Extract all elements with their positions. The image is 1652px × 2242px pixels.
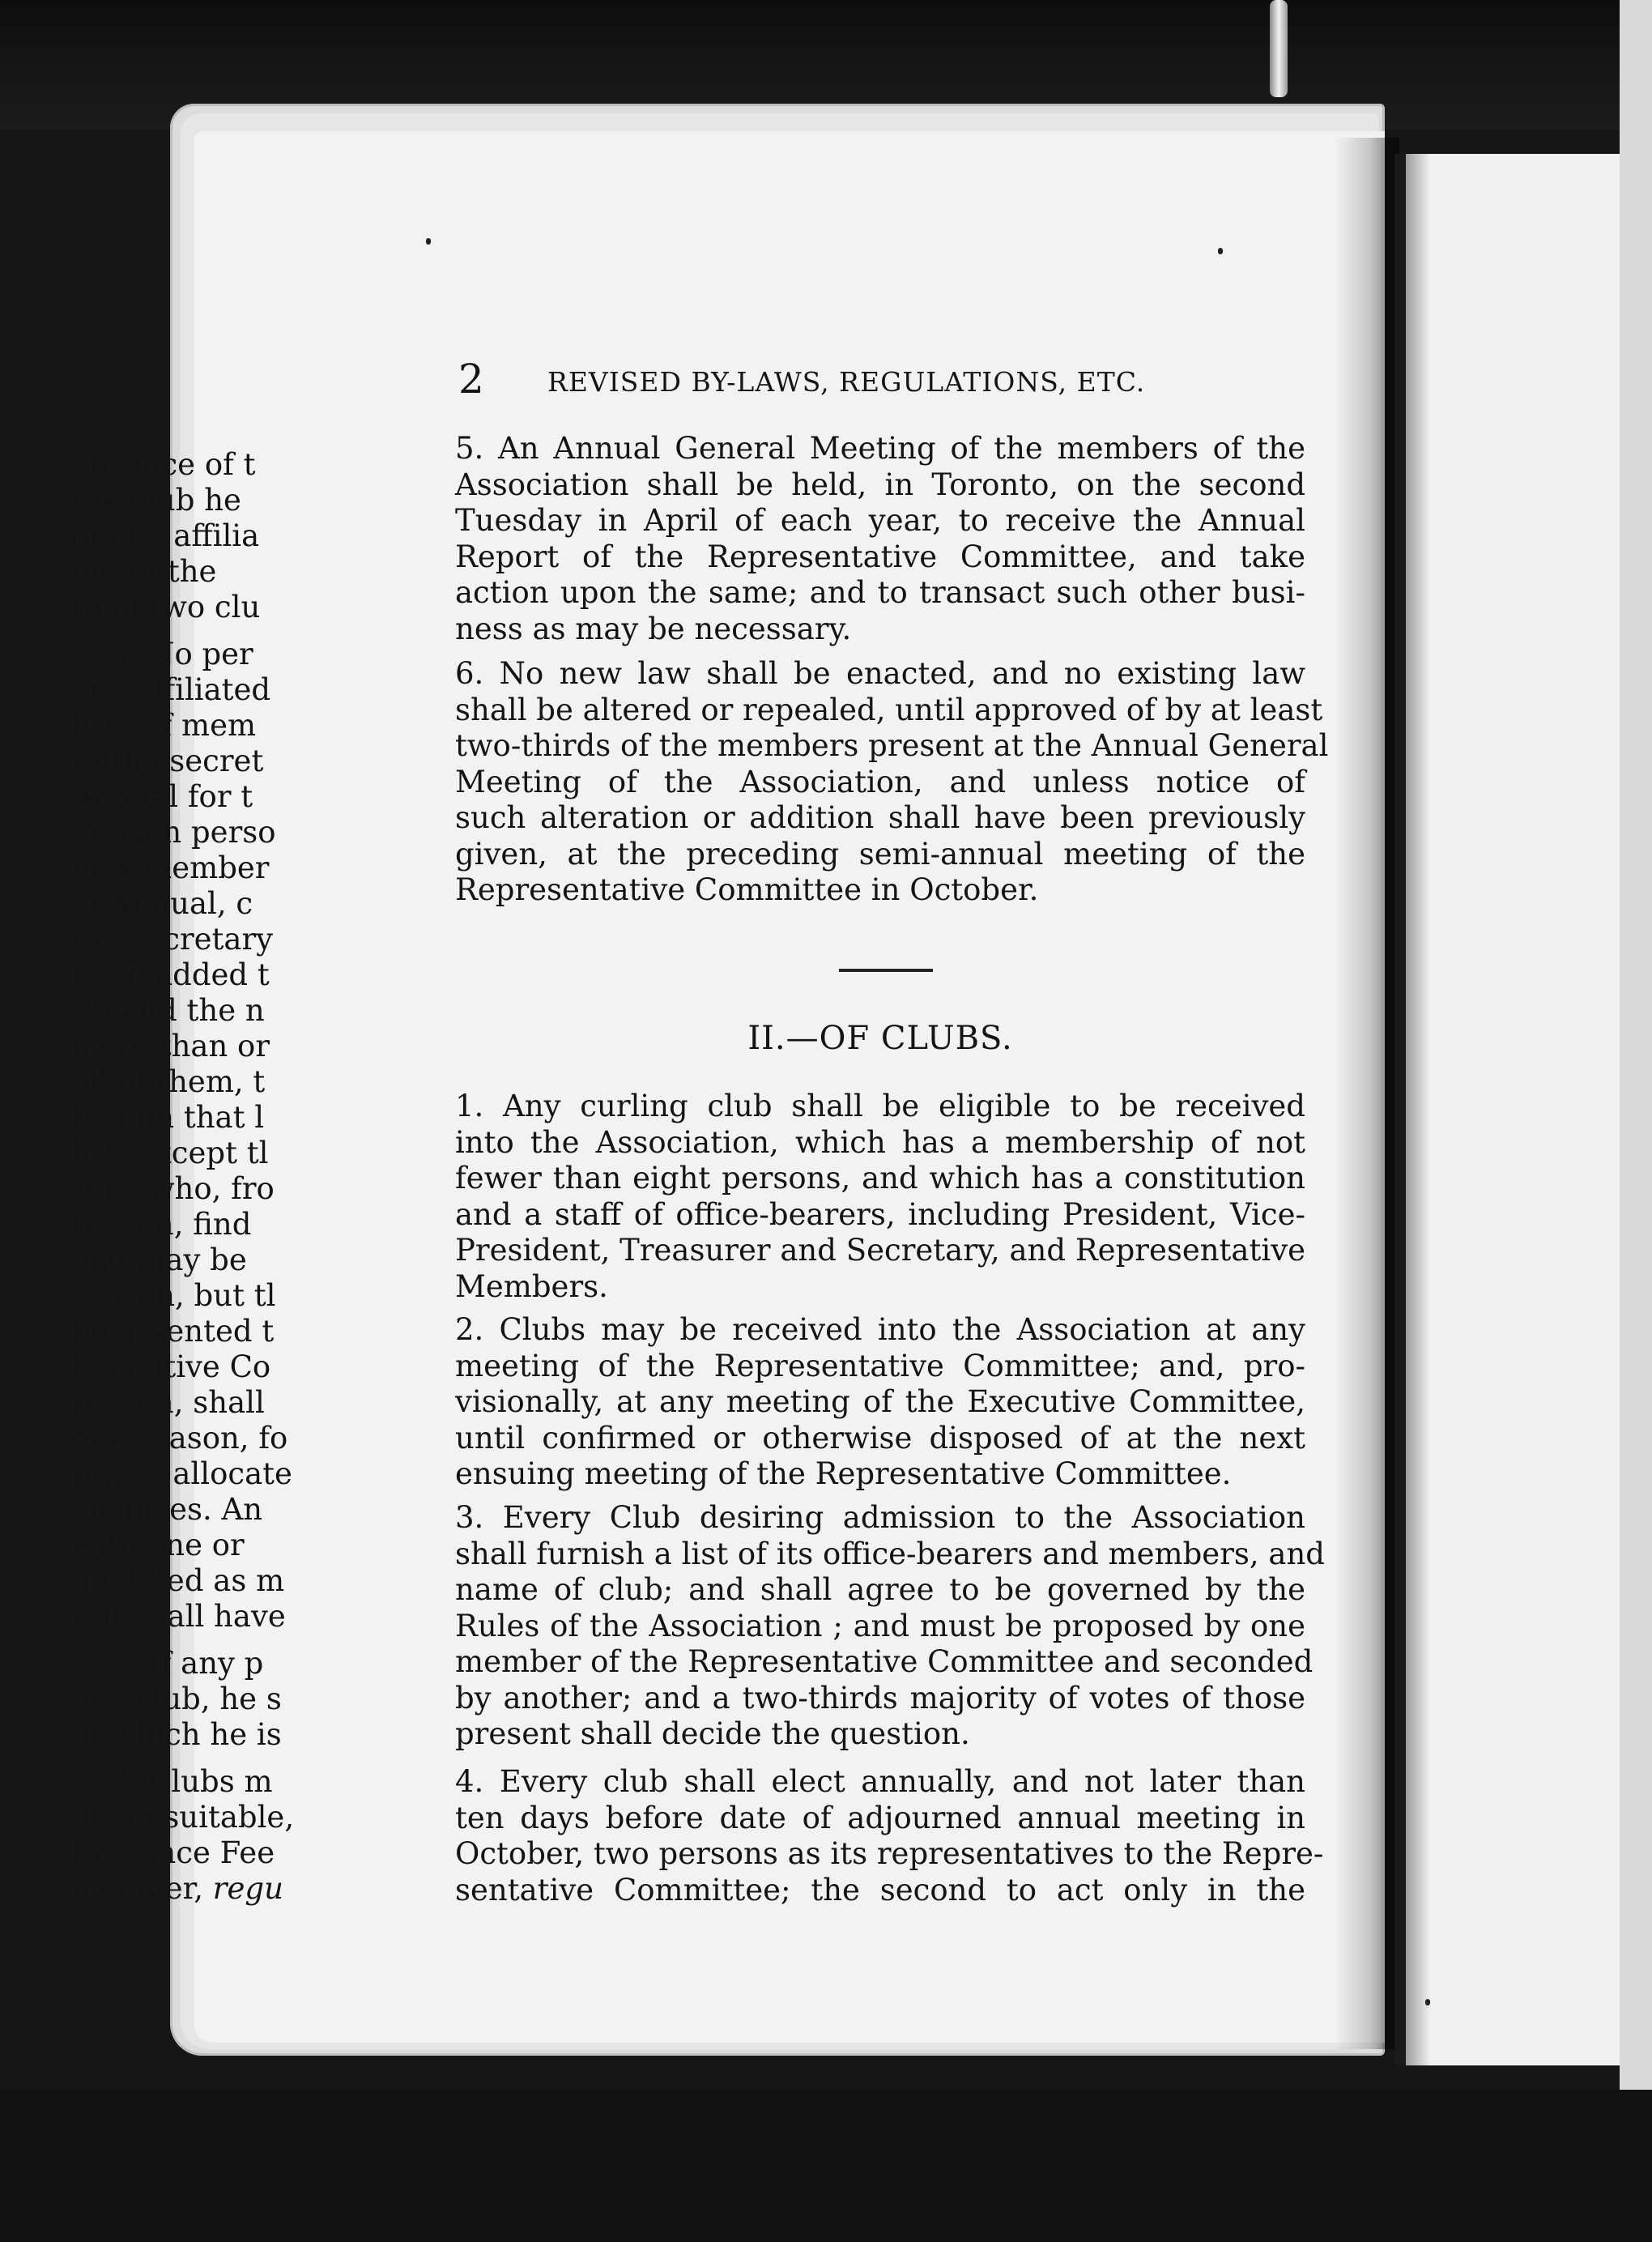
text-line: President, Treasurer and Secretary, and Representative	[455, 1233, 1305, 1268]
text-line: 1. Any curling club shall be eligible to be received	[455, 1089, 1305, 1123]
text-line: meeting of the Representative Committee; and, pro-	[455, 1348, 1305, 1383]
scanner-edge	[1620, 0, 1652, 2242]
right-page-line: qualified as m	[71, 1563, 285, 1598]
right-page-line: list, except tl	[71, 1136, 269, 1170]
right-page-line: the secretary	[71, 922, 274, 957]
section-heading: II.—OF CLUBS.	[747, 1020, 1013, 1057]
text-line: by another; and a two-thirds majority of votes of those	[455, 1680, 1305, 1716]
text-line: ensuing meeting of the Representative Committee.	[455, 1456, 1232, 1491]
text-line: fewer than eight persons, and which has a constitution	[455, 1161, 1305, 1196]
right-page-line: lists of mem	[71, 708, 257, 743]
right-page-line: season, but tl	[71, 1278, 276, 1313]
text-line: member of the Representative Committee and seconded	[455, 1644, 1314, 1679]
text-line: into the Association, which has a membership of not	[455, 1124, 1305, 1160]
right-page-line: absence of t	[71, 447, 256, 482]
section-divider	[839, 969, 933, 972]
text-line: name of club; and shall agree to be governed by the	[455, 1572, 1305, 1607]
text-line: 4. Every club shall elect annually, and not later than	[455, 1764, 1305, 1799]
right-page-line: one season, fo	[71, 1421, 288, 1456]
right-page-line: by him that l	[71, 1100, 265, 1135]
right-page-line: 7. Clubs m	[110, 1764, 273, 1799]
text-line: Meeting of the Association, and unless notice of	[455, 764, 1305, 799]
right-page-line: more than or	[71, 1029, 270, 1063]
text-line: until confirmed or otherwise disposed of at the next	[455, 1420, 1305, 1456]
clubs-paragraph-4	[455, 1764, 1324, 1908]
binding-thread	[1270, 0, 1288, 97]
clubs-paragraph-3	[455, 1500, 1325, 1753]
right-page-line: one affiliated	[71, 672, 271, 707]
right-page-line: member, regu	[71, 1871, 283, 1906]
text-line: such alteration or addition shall have been previously	[455, 800, 1305, 835]
right-page-shadow	[1406, 154, 1430, 2065]
page-number: 2	[458, 356, 484, 403]
text-line: 3. Every Club desiring admission to the Association	[455, 1500, 1305, 1535]
text-line: October, two persons as its representatives to the Repre-	[455, 1836, 1324, 1871]
right-page-line: Entrance Fee	[71, 1835, 275, 1870]
text-line: Representative Committee in October.	[455, 872, 1039, 907]
text-line: ness as may be necessary.	[455, 611, 852, 646]
clubs-paragraph-2	[455, 1312, 1305, 1493]
paper-speck	[1218, 248, 1223, 254]
right-page-line: than two clu	[71, 590, 261, 624]
text-line: shall be altered or repealed, until approved of by at least	[455, 692, 1323, 727]
text-line: and a staff of office-bearers, including President, Vice-	[455, 1196, 1305, 1232]
text-line: Association shall be held, in Toronto, on the second	[455, 467, 1305, 502]
text-line: action upon the same; and to transact such other busi-	[455, 575, 1305, 610]
text-line: present shall decide the question.	[455, 1716, 970, 1751]
right-page-line: 6. If any p	[110, 1646, 264, 1681]
clubs-paragraph-1	[455, 1089, 1305, 1305]
right-page-line: been added t	[71, 957, 270, 992]
running-head-title: REVISED BY-LAWS, REGULATIONS, ETC.	[547, 366, 1146, 398]
right-page-line: prizes allocate	[71, 1456, 292, 1491]
right-page-line: deem suitable,	[71, 1800, 295, 1835]
right-page-line: the club he	[71, 483, 241, 518]
text-line: visionally, at any meeting of the Executive Committee,	[455, 1384, 1305, 1419]
gutter-line	[1394, 154, 1406, 2065]
text-line: 5. An Annual General Meeting of the members of the	[455, 431, 1305, 466]
left-page	[194, 131, 1385, 2043]
right-page-line: of which he is	[71, 1717, 282, 1752]
right-page-line: auspices. An	[71, 1492, 263, 1527]
gutter-shadow	[1335, 138, 1399, 2049]
right-page-line: one club, he s	[71, 1682, 282, 1716]
right-page-line: to the secret	[71, 744, 264, 778]
text-line: two-thirds of the members present at the Annual General	[455, 728, 1329, 763]
right-page-line: new member	[71, 850, 270, 885]
paper-speck	[426, 238, 431, 245]
right-page	[1406, 154, 1620, 2065]
text-line: shall furnish a list of its office-bearers and members, and	[455, 1536, 1325, 1571]
right-page-line: Executive Co	[71, 1349, 271, 1384]
text-line: Rules of the Association ; and must be proposed by one	[455, 1608, 1305, 1643]
right-page-line: reason, find	[71, 1207, 252, 1242]
right-page-line: ing of the	[71, 554, 217, 589]
text-line: Members.	[455, 1268, 608, 1304]
right-page-line: of each perso	[71, 815, 276, 850]
right-page-line: 5. No per	[110, 637, 253, 671]
right-page-line: all of them, t	[71, 1064, 266, 1099]
text-line: given, at the preceding semi-annual meeting of the	[455, 836, 1305, 872]
right-page-line: of Annual, c	[71, 886, 253, 921]
text-line: Tuesday in April of each year, to receive the Annual	[455, 503, 1305, 538]
running-head	[458, 356, 1236, 408]
right-page-line: Annual for t	[71, 779, 253, 814]
right-page-line: and may be	[71, 1242, 247, 1277]
paragraph-5	[455, 431, 1305, 647]
scanner-bottom	[0, 2090, 1652, 2242]
paragraph-6	[455, 656, 1329, 909]
text-line: 6. No new law shall be enacted, and no existing law	[455, 656, 1305, 691]
text-line: Report of the Representative Committee, and take	[455, 539, 1305, 574]
text-line: ten days before date of adjourned annual meeting in	[455, 1800, 1305, 1835]
right-page-line: be assented t	[71, 1314, 275, 1349]
right-page-line: Should the n	[71, 993, 265, 1028]
right-page-line: sons who, fro	[71, 1171, 275, 1206]
text-line: 2. Clubs may be received into the Association at any	[455, 1312, 1305, 1347]
text-line: sentative Committee; the second to act only in the	[455, 1872, 1305, 1907]
italic-word: regu	[212, 1871, 283, 1906]
right-page-line: with one or	[71, 1528, 245, 1562]
right-page-line: reason, shall	[71, 1385, 265, 1420]
right-page-line: of any affilia	[71, 518, 260, 553]
paper-speck	[1425, 1999, 1430, 2005]
right-page-line: if it shall have	[71, 1599, 286, 1634]
